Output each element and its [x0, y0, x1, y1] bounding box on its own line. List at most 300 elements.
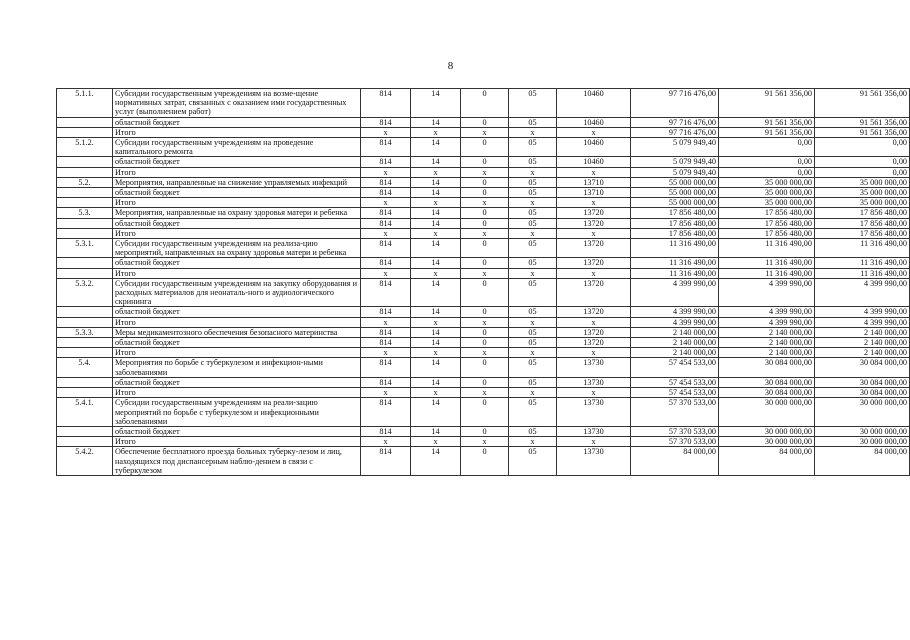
- code-section: 14: [411, 208, 461, 218]
- code-subsection: 0: [461, 117, 509, 127]
- code-section: x: [411, 228, 461, 238]
- row-number: 5.4.: [57, 358, 113, 377]
- table-row: [57, 157, 910, 167]
- code-section: 14: [411, 278, 461, 307]
- code-subsection: 0: [461, 188, 509, 198]
- amount-year-3: 91 561 356,00: [815, 127, 910, 137]
- code-program: x: [509, 198, 557, 208]
- table-row: [57, 358, 910, 377]
- code-ministry: 814: [361, 398, 411, 427]
- amount-year-1: 17 856 480,00: [631, 228, 719, 238]
- row-name: Итого: [113, 167, 361, 177]
- table-row: [57, 447, 910, 476]
- row-number: 5.1.1.: [57, 89, 113, 118]
- code-article: 13710: [557, 177, 631, 187]
- code-section: x: [411, 388, 461, 398]
- code-article: 10460: [557, 157, 631, 167]
- code-subsection: 0: [461, 258, 509, 268]
- code-subsection: 0: [461, 398, 509, 427]
- code-article: 13730: [557, 398, 631, 427]
- amount-year-1: 2 140 000,00: [631, 327, 719, 337]
- code-section: 14: [411, 447, 461, 476]
- row-name: Субсидии государственным учреждениям на закупку оборудования и расходных материалов для неонаталь-ного и аудиологического скрининга: [113, 278, 361, 307]
- code-program: 05: [509, 138, 557, 157]
- code-ministry: 814: [361, 327, 411, 337]
- code-program: 05: [509, 358, 557, 377]
- amount-year-3: 17 856 480,00: [815, 208, 910, 218]
- amount-year-3: 35 000 000,00: [815, 177, 910, 187]
- code-article: x: [557, 228, 631, 238]
- row-number: [57, 228, 113, 238]
- code-ministry: x: [361, 228, 411, 238]
- code-program: 05: [509, 258, 557, 268]
- row-name: Итого: [113, 437, 361, 447]
- code-article: x: [557, 268, 631, 278]
- code-program: 05: [509, 278, 557, 307]
- amount-year-3: 17 856 480,00: [815, 218, 910, 228]
- row-name: областной бюджет: [113, 157, 361, 167]
- code-ministry: 814: [361, 447, 411, 476]
- code-program: 05: [509, 188, 557, 198]
- code-program: 05: [509, 117, 557, 127]
- code-subsection: x: [461, 198, 509, 208]
- code-ministry: 814: [361, 188, 411, 198]
- code-ministry: x: [361, 127, 411, 137]
- amount-year-3: 17 856 480,00: [815, 228, 910, 238]
- table-row: [57, 198, 910, 208]
- table-row: [57, 327, 910, 337]
- code-article: x: [557, 317, 631, 327]
- code-section: 14: [411, 377, 461, 387]
- code-section: 14: [411, 258, 461, 268]
- code-article: 13720: [557, 307, 631, 317]
- amount-year-3: 30 000 000,00: [815, 398, 910, 427]
- row-number: [57, 338, 113, 348]
- code-subsection: 0: [461, 327, 509, 337]
- code-subsection: 0: [461, 426, 509, 436]
- code-section: 14: [411, 188, 461, 198]
- amount-year-1: 11 316 490,00: [631, 258, 719, 268]
- row-name: областной бюджет: [113, 188, 361, 198]
- amount-year-3: 2 140 000,00: [815, 327, 910, 337]
- row-name: областной бюджет: [113, 218, 361, 228]
- amount-year-3: 2 140 000,00: [815, 338, 910, 348]
- amount-year-2: 11 316 490,00: [719, 258, 815, 268]
- code-ministry: 814: [361, 177, 411, 187]
- code-article: x: [557, 167, 631, 177]
- amount-year-1: 11 316 490,00: [631, 268, 719, 278]
- code-program: x: [509, 167, 557, 177]
- code-program: 05: [509, 208, 557, 218]
- amount-year-3: 11 316 490,00: [815, 268, 910, 278]
- amount-year-1: 2 140 000,00: [631, 338, 719, 348]
- code-article: 13720: [557, 218, 631, 228]
- code-ministry: x: [361, 388, 411, 398]
- table-row: [57, 228, 910, 238]
- row-number: [57, 127, 113, 137]
- row-number: [57, 157, 113, 167]
- code-subsection: x: [461, 268, 509, 278]
- row-number: 5.1.2.: [57, 138, 113, 157]
- amount-year-2: 17 856 480,00: [719, 218, 815, 228]
- amount-year-3: 30 084 000,00: [815, 388, 910, 398]
- amount-year-2: 30 084 000,00: [719, 388, 815, 398]
- row-name: Субсидии государственным учреждениям на возме-щение нормативных затрат, связанных с оказанием ими государственных услуг (выполнением работ): [113, 89, 361, 118]
- code-ministry: 814: [361, 338, 411, 348]
- code-section: x: [411, 268, 461, 278]
- table-row: [57, 188, 910, 198]
- table-row: [57, 208, 910, 218]
- row-number: 5.2.: [57, 177, 113, 187]
- code-section: 14: [411, 218, 461, 228]
- row-name: Мероприятия по борьбе с туберкулезом и инфекцион-ными заболеваниями: [113, 358, 361, 377]
- code-program: x: [509, 348, 557, 358]
- code-ministry: 814: [361, 358, 411, 377]
- code-program: 05: [509, 218, 557, 228]
- amount-year-2: 17 856 480,00: [719, 228, 815, 238]
- code-section: 14: [411, 426, 461, 436]
- row-name: Обеспечение бесплатного проезда больных туберку-лезом и лиц, находящихся под диспансерным наблю-дением в связи с туберкулезом: [113, 447, 361, 476]
- amount-year-3: 91 561 356,00: [815, 89, 910, 118]
- code-section: x: [411, 348, 461, 358]
- amount-year-1: 5 079 949,40: [631, 157, 719, 167]
- row-name: Субсидии государственным учреждениям на реали-зацию мероприятий по борьбе с туберкулезом и инфекционными заболеваниями: [113, 398, 361, 427]
- amount-year-2: 91 561 356,00: [719, 89, 815, 118]
- code-section: 14: [411, 117, 461, 127]
- amount-year-1: 5 079 949,40: [631, 138, 719, 157]
- code-subsection: 0: [461, 307, 509, 317]
- table-row: [57, 167, 910, 177]
- amount-year-1: 57 454 533,00: [631, 377, 719, 387]
- row-name: Итого: [113, 317, 361, 327]
- row-name: Субсидии государственным учреждениям на реализа-цию мероприятий, направленных на охрану здоровья матери и ребенка: [113, 239, 361, 258]
- amount-year-2: 30 000 000,00: [719, 437, 815, 447]
- code-article: 10460: [557, 138, 631, 157]
- code-subsection: 0: [461, 138, 509, 157]
- table-row: [57, 89, 910, 118]
- code-subsection: 0: [461, 338, 509, 348]
- code-article: x: [557, 348, 631, 358]
- table-row: [57, 239, 910, 258]
- row-name: Итого: [113, 198, 361, 208]
- code-program: x: [509, 268, 557, 278]
- code-program: x: [509, 437, 557, 447]
- table-row: [57, 426, 910, 436]
- table-row: [57, 218, 910, 228]
- row-number: 5.3.: [57, 208, 113, 218]
- code-section: x: [411, 127, 461, 137]
- row-number: [57, 198, 113, 208]
- code-article: 13730: [557, 377, 631, 387]
- amount-year-1: 11 316 490,00: [631, 239, 719, 258]
- code-program: 05: [509, 377, 557, 387]
- code-ministry: 814: [361, 208, 411, 218]
- amount-year-2: 4 399 990,00: [719, 307, 815, 317]
- row-name: Субсидии государственным учреждениям на проведение капитального ремонта: [113, 138, 361, 157]
- row-name: Мероприятия, направленные на охрану здоровья матери и ребенка: [113, 208, 361, 218]
- row-number: [57, 317, 113, 327]
- code-program: 05: [509, 157, 557, 167]
- code-subsection: x: [461, 348, 509, 358]
- code-article: x: [557, 388, 631, 398]
- amount-year-2: 11 316 490,00: [719, 239, 815, 258]
- row-number: [57, 268, 113, 278]
- amount-year-3: 84 000,00: [815, 447, 910, 476]
- code-ministry: 814: [361, 258, 411, 268]
- code-section: 14: [411, 338, 461, 348]
- table-row: [57, 338, 910, 348]
- code-ministry: x: [361, 437, 411, 447]
- amount-year-1: 4 399 990,00: [631, 317, 719, 327]
- row-name: областной бюджет: [113, 426, 361, 436]
- table-row: [57, 348, 910, 358]
- code-section: 14: [411, 89, 461, 118]
- row-name: Меры медикаментозного обеспечения безопасного материнства: [113, 327, 361, 337]
- row-name: Мероприятия, направленные на снижение управляемых инфекций: [113, 177, 361, 187]
- row-number: 5.3.3.: [57, 327, 113, 337]
- row-number: [57, 188, 113, 198]
- code-article: x: [557, 127, 631, 137]
- amount-year-1: 84 000,00: [631, 447, 719, 476]
- row-number: [57, 258, 113, 268]
- amount-year-3: 30 000 000,00: [815, 426, 910, 436]
- row-number: 5.3.1.: [57, 239, 113, 258]
- code-program: 05: [509, 239, 557, 258]
- code-section: 14: [411, 138, 461, 157]
- table-row: [57, 377, 910, 387]
- code-section: x: [411, 167, 461, 177]
- code-article: 13720: [557, 239, 631, 258]
- amount-year-2: 30 000 000,00: [719, 426, 815, 436]
- code-article: 13730: [557, 358, 631, 377]
- amount-year-3: 11 316 490,00: [815, 258, 910, 268]
- code-subsection: x: [461, 167, 509, 177]
- code-article: 13710: [557, 188, 631, 198]
- code-article: 13720: [557, 327, 631, 337]
- code-article: 10460: [557, 117, 631, 127]
- amount-year-3: 4 399 990,00: [815, 317, 910, 327]
- amount-year-3: 0,00: [815, 138, 910, 157]
- code-program: x: [509, 388, 557, 398]
- row-number: 5.4.1.: [57, 398, 113, 427]
- code-program: x: [509, 127, 557, 137]
- row-name: Итого: [113, 127, 361, 137]
- code-program: 05: [509, 89, 557, 118]
- code-section: 14: [411, 307, 461, 317]
- amount-year-1: 55 000 000,00: [631, 198, 719, 208]
- code-article: 13730: [557, 447, 631, 476]
- amount-year-1: 17 856 480,00: [631, 208, 719, 218]
- amount-year-2: 35 000 000,00: [719, 198, 815, 208]
- code-program: 05: [509, 177, 557, 187]
- code-ministry: 814: [361, 307, 411, 317]
- row-number: [57, 437, 113, 447]
- amount-year-2: 4 399 990,00: [719, 278, 815, 307]
- code-article: 13720: [557, 208, 631, 218]
- code-ministry: x: [361, 268, 411, 278]
- amount-year-3: 0,00: [815, 167, 910, 177]
- amount-year-2: 84 000,00: [719, 447, 815, 476]
- amount-year-2: 91 561 356,00: [719, 127, 815, 137]
- amount-year-1: 57 454 533,00: [631, 388, 719, 398]
- table-row: [57, 278, 910, 307]
- amount-year-1: 55 000 000,00: [631, 177, 719, 187]
- amount-year-3: 2 140 000,00: [815, 348, 910, 358]
- amount-year-3: 35 000 000,00: [815, 198, 910, 208]
- code-ministry: x: [361, 198, 411, 208]
- code-section: 14: [411, 177, 461, 187]
- code-section: x: [411, 317, 461, 327]
- row-number: [57, 348, 113, 358]
- code-ministry: 814: [361, 117, 411, 127]
- amount-year-1: 2 140 000,00: [631, 348, 719, 358]
- code-article: 13730: [557, 426, 631, 436]
- code-section: 14: [411, 157, 461, 167]
- row-name: областной бюджет: [113, 338, 361, 348]
- row-number: [57, 426, 113, 436]
- amount-year-3: 30 084 000,00: [815, 377, 910, 387]
- row-name: областной бюджет: [113, 258, 361, 268]
- code-subsection: x: [461, 228, 509, 238]
- row-name: Итого: [113, 388, 361, 398]
- code-ministry: 814: [361, 157, 411, 167]
- row-name: Итого: [113, 268, 361, 278]
- row-name: Итого: [113, 348, 361, 358]
- amount-year-1: 97 716 476,00: [631, 89, 719, 118]
- amount-year-1: 17 856 480,00: [631, 218, 719, 228]
- code-subsection: 0: [461, 447, 509, 476]
- code-ministry: 814: [361, 138, 411, 157]
- code-program: 05: [509, 307, 557, 317]
- table-row: [57, 317, 910, 327]
- amount-year-1: 55 000 000,00: [631, 188, 719, 198]
- code-subsection: 0: [461, 278, 509, 307]
- code-ministry: 814: [361, 239, 411, 258]
- code-section: 14: [411, 358, 461, 377]
- code-program: x: [509, 228, 557, 238]
- page-number: 8: [447, 60, 454, 72]
- code-article: 10460: [557, 89, 631, 118]
- code-article: x: [557, 198, 631, 208]
- code-subsection: 0: [461, 218, 509, 228]
- code-article: x: [557, 437, 631, 447]
- code-section: x: [411, 198, 461, 208]
- row-number: [57, 388, 113, 398]
- row-number: 5.4.2.: [57, 447, 113, 476]
- code-section: 14: [411, 239, 461, 258]
- amount-year-2: 35 000 000,00: [719, 188, 815, 198]
- code-ministry: 814: [361, 377, 411, 387]
- code-ministry: 814: [361, 89, 411, 118]
- amount-year-3: 4 399 990,00: [815, 278, 910, 307]
- row-number: [57, 377, 113, 387]
- code-program: 05: [509, 327, 557, 337]
- code-section: 14: [411, 327, 461, 337]
- amount-year-1: 57 370 533,00: [631, 426, 719, 436]
- code-article: 13720: [557, 338, 631, 348]
- table-row: [57, 268, 910, 278]
- amount-year-1: 97 716 476,00: [631, 127, 719, 137]
- code-ministry: 814: [361, 426, 411, 436]
- table-row: [57, 258, 910, 268]
- code-article: 13720: [557, 278, 631, 307]
- code-subsection: x: [461, 127, 509, 137]
- code-subsection: x: [461, 388, 509, 398]
- amount-year-2: 0,00: [719, 157, 815, 167]
- amount-year-2: 17 856 480,00: [719, 208, 815, 218]
- amount-year-2: 0,00: [719, 167, 815, 177]
- code-subsection: 0: [461, 358, 509, 377]
- code-subsection: x: [461, 437, 509, 447]
- row-number: [57, 307, 113, 317]
- amount-year-1: 57 370 533,00: [631, 437, 719, 447]
- row-number: [57, 218, 113, 228]
- code-program: 05: [509, 447, 557, 476]
- amount-year-2: 4 399 990,00: [719, 317, 815, 327]
- code-ministry: x: [361, 317, 411, 327]
- amount-year-3: 11 316 490,00: [815, 239, 910, 258]
- code-program: 05: [509, 338, 557, 348]
- amount-year-3: 4 399 990,00: [815, 307, 910, 317]
- code-subsection: x: [461, 317, 509, 327]
- amount-year-3: 30 084 000,00: [815, 358, 910, 377]
- amount-year-1: 57 454 533,00: [631, 358, 719, 377]
- amount-year-2: 2 140 000,00: [719, 348, 815, 358]
- row-number: [57, 167, 113, 177]
- table-row: [57, 307, 910, 317]
- amount-year-2: 30 084 000,00: [719, 377, 815, 387]
- amount-year-3: 30 000 000,00: [815, 437, 910, 447]
- amount-year-3: 91 561 356,00: [815, 117, 910, 127]
- row-number: [57, 117, 113, 127]
- table-row: [57, 177, 910, 187]
- amount-year-2: 91 561 356,00: [719, 117, 815, 127]
- table-row: [57, 398, 910, 427]
- code-section: x: [411, 437, 461, 447]
- budget-table: [56, 88, 910, 476]
- amount-year-2: 30 084 000,00: [719, 358, 815, 377]
- table-row: [57, 138, 910, 157]
- table-body: [57, 89, 910, 476]
- amount-year-1: 57 370 533,00: [631, 398, 719, 427]
- amount-year-1: 5 079 949,40: [631, 167, 719, 177]
- row-name: областной бюджет: [113, 117, 361, 127]
- code-ministry: 814: [361, 218, 411, 228]
- amount-year-2: 35 000 000,00: [719, 177, 815, 187]
- code-ministry: x: [361, 348, 411, 358]
- row-name: областной бюджет: [113, 377, 361, 387]
- amount-year-2: 2 140 000,00: [719, 338, 815, 348]
- amount-year-2: 2 140 000,00: [719, 327, 815, 337]
- code-subsection: 0: [461, 377, 509, 387]
- code-program: 05: [509, 398, 557, 427]
- code-subsection: 0: [461, 177, 509, 187]
- code-program: 05: [509, 426, 557, 436]
- amount-year-3: 35 000 000,00: [815, 188, 910, 198]
- row-name: областной бюджет: [113, 307, 361, 317]
- amount-year-1: 97 716 476,00: [631, 117, 719, 127]
- table-row: [57, 437, 910, 447]
- code-ministry: x: [361, 167, 411, 177]
- table-row: [57, 388, 910, 398]
- amount-year-2: 30 000 000,00: [719, 398, 815, 427]
- table-row: [57, 117, 910, 127]
- amount-year-1: 4 399 990,00: [631, 278, 719, 307]
- code-subsection: 0: [461, 239, 509, 258]
- amount-year-1: 4 399 990,00: [631, 307, 719, 317]
- code-section: 14: [411, 398, 461, 427]
- amount-year-2: 0,00: [719, 138, 815, 157]
